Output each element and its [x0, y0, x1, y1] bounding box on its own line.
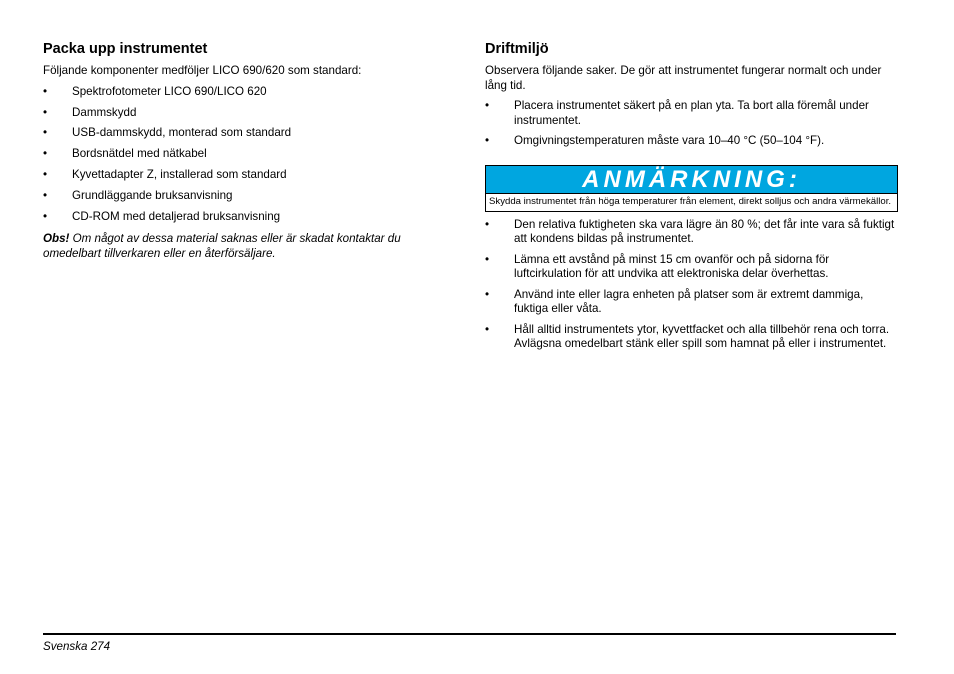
environment-list-top [485, 99, 898, 149]
component-list [43, 85, 443, 224]
bullet: • [485, 322, 490, 336]
notice-box [485, 165, 898, 212]
bullet: • [485, 287, 490, 301]
list-item: • Kyvettadapter Z, installerad som standard [43, 167, 287, 181]
list-item: • Den relativa fuktigheten ska vara lägre än 80 %; det får inte vara så fuktigt att kondens bildas på instrumentet. [485, 217, 895, 245]
list-item: • CD-ROM med detaljerad bruksanvisning [43, 209, 281, 223]
environment-intro: Observera följande saker. De gör att instrumentet fungerar normalt och under lång tid. [485, 64, 882, 92]
note-label: Obs! [43, 232, 70, 246]
list-item: • Placera instrumentet säkert på en plan yta. Ta bort alla föremål under instrumentet. [485, 99, 869, 127]
unpack-heading: Packa upp instrumentet [43, 41, 208, 57]
missing-items-note [43, 232, 443, 261]
bullet: • [43, 126, 48, 140]
left-column [43, 40, 443, 261]
environment-list-bottom [485, 218, 898, 352]
page-footer: Svenska 274 [43, 640, 111, 653]
bullet: • [485, 99, 490, 112]
right-column [485, 40, 898, 358]
footer-divider [43, 633, 896, 635]
bullet: • [43, 84, 48, 98]
list-item: • Spektrofotometer LICO 690/LICO 620 [43, 84, 267, 98]
notice-title: ANMÄRKNING: [486, 166, 897, 194]
list-item: • Lämna ett avstånd på minst 15 cm ovanför och på sidorna för luftcirkulation för att undvika att elektroniska delar överhettas. [485, 252, 830, 280]
notice-text: Skydda instrumentet från höga temperaturer från element, direkt solljus och andra värmekällor. [489, 195, 892, 207]
list-item: • USB-dammskydd, monterad som standard [43, 126, 292, 140]
list-item: • Grundläggande bruksanvisning [43, 188, 233, 202]
bullet: • [43, 209, 48, 223]
list-item: • Använd inte eller lagra enheten på platser som är extremt dammiga, fuktiga eller våta. [485, 287, 864, 315]
bullet: • [485, 217, 490, 231]
bullet: • [43, 167, 48, 181]
note-text: Om något av dessa material saknas eller är skadat kontaktar du omedelbart tillverkaren eller en återförsäljare. [43, 232, 401, 260]
list-item: • Bordsnätdel med nätkabel [43, 147, 207, 161]
list-item: • Dammskydd [43, 105, 137, 119]
unpack-intro: Följande komponenter medföljer LICO 690/620 som standard: [43, 64, 362, 77]
list-item: • Håll alltid instrumentets ytor, kyvettfacket och alla tillbehör rena och torra. Avlägsna omedelbart stänk eller spill som hamnat på eller i instrumentet. [485, 322, 890, 350]
bullet: • [43, 105, 48, 119]
bullet: • [485, 134, 490, 147]
bullet: • [43, 147, 48, 161]
environment-heading: Driftmiljö [485, 41, 549, 57]
bullet: • [485, 252, 490, 266]
bullet: • [43, 188, 48, 202]
list-item: • Omgivningstemperaturen måste vara 10–40 °C (50–104 °F). [485, 134, 825, 147]
